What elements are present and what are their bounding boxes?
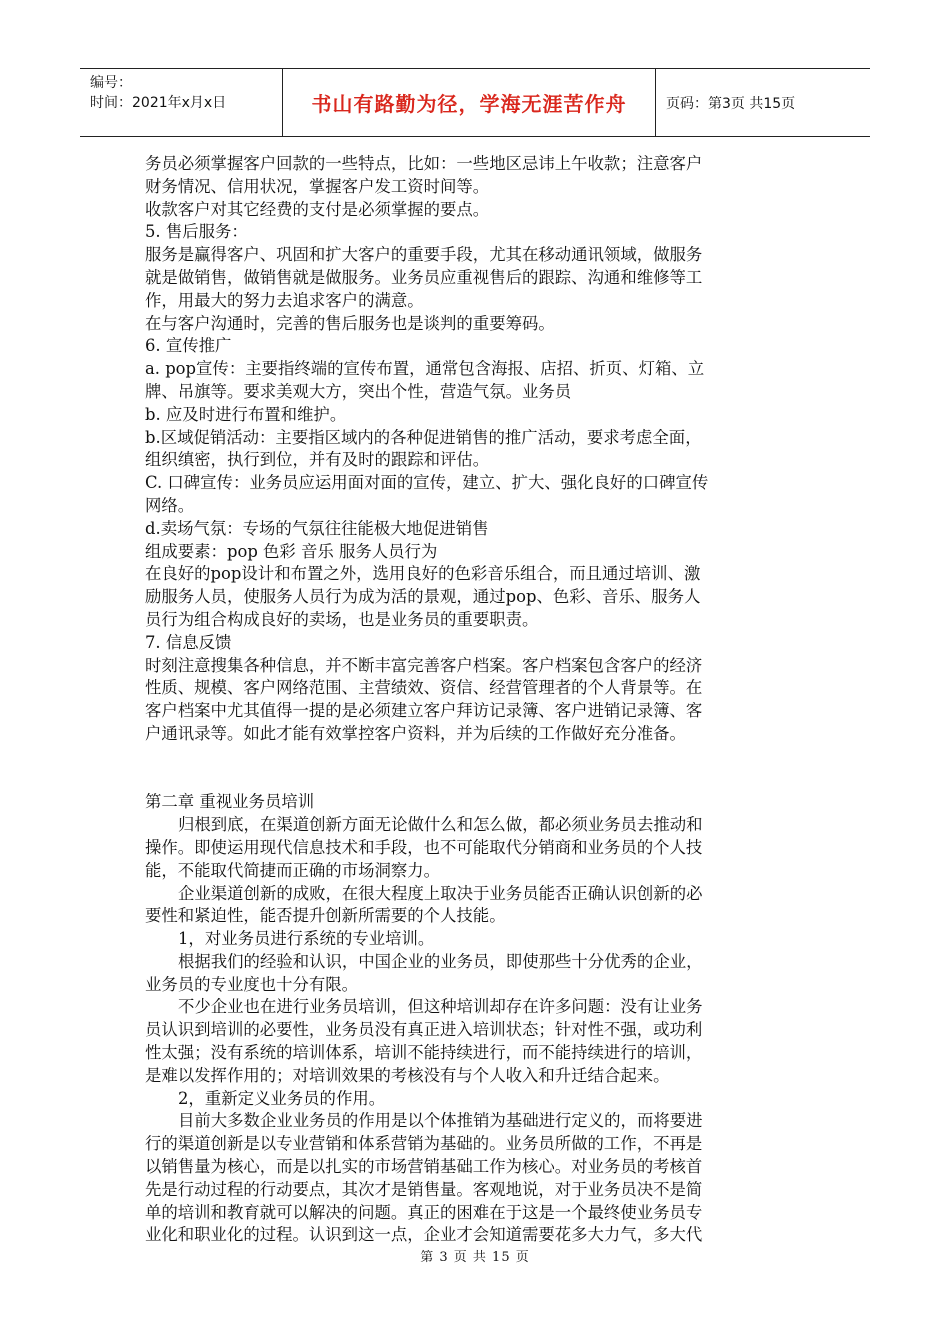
text-line: 性太强；没有系统的培训体系，培训不能持续进行，而不能持续进行的培训， [145,1043,703,1063]
text-line: d.卖场气氛：专场的气氛往往能极大地促进销售 [145,518,489,538]
text-line: 先是行动过程的行动要点，其次才是销售量。客观地说，对于业务员决不是简 [145,1179,703,1199]
header-motto-cell [283,69,656,136]
text-line: 性质、规模、客户网络范围、主营绩效、资信、经营管理者的个人背景等。在 [145,678,703,698]
text-line: 组织缜密，执行到位，并有及时的跟踪和评估。 [145,450,490,470]
text-line: 员行为组合构成良好的卖场，也是业务员的重要职责。 [145,609,539,629]
text-line: 1，对业务员进行系统的专业培训。 [178,929,435,949]
text-line: 不少企业也在进行业务员培训，但这种培训却存在许多问题：没有让业务 [178,997,703,1017]
text-line: 户通讯录等。如此才能有效掌控客户资料，并为后续的工作做好充分准备。 [145,723,686,743]
text-line: 是难以发挥作用的；对培训效果的考核没有与个人收入和升迁结合起来。 [145,1065,670,1085]
text-line: 企业渠道创新的成败，在很大程度上取决于业务员能否正确认识创新的必 [178,883,703,903]
text-line: 务员必须掌握客户回款的一些特点，比如：一些地区忌讳上午收款；注意客户 [145,154,703,173]
text-line: 组成要素：pop 色彩 音乐 服务人员行为 [145,541,438,561]
text-line: 5. 售后服务： [145,222,248,242]
text-line: a. pop宣传：主要指终端的宣传布置，通常包含海报、店招、折页、灯箱、立 [145,359,705,379]
document-number-label: 编号： [90,75,132,91]
text-line: 员认识到培训的必要性，业务员没有真正进入培训状态；针对性不强，或功利 [145,1020,703,1040]
text-line: 以销售量为核心，而是以扎实的市场营销基础工作为核心。对业务员的考核首 [145,1157,703,1177]
text-line: 根据我们的经验和认识，中国企业的业务员，即使那些十分优秀的企业， [178,951,703,971]
document-body [145,153,805,1247]
section-sales-tasks [145,153,805,746]
text-line: 在与客户沟通时，完善的售后服务也是谈判的重要筹码。 [145,313,555,333]
text-line: 收款客户对其它经费的支付是必须掌握的要点。 [145,199,490,219]
text-line: 能，不能取代简捷而正确的市场洞察力。 [145,860,441,880]
text-line: 网络。 [145,495,195,515]
text-line: 归根到底，在渠道创新方面无论做什么和怎么做，都必须业务员去推动和 [178,815,703,835]
text-line: 财务情况、信用状况，掌握客户发工资时间等。 [145,176,490,196]
document-date-label: 时间：2021年x月x日 [90,95,227,111]
text-line: 牌、吊旗等。要求美观大方，突出个性，营造气氛。业务员 [145,381,572,401]
text-line: 6. 宣传推广 [145,336,232,356]
header-page-number: 页码：第3页 共15页 [666,95,796,112]
header-motto: 书山有路勤为径，学海无涯苦作舟 [311,92,627,116]
text-line: 时刻注意搜集各种信息，并不断丰富完善客户档案。客户档案包含客户的经济 [145,655,703,675]
section-training [145,814,805,1247]
text-line: b.区域促销活动：主要指区域内的各种促进销售的推广活动，要求考虑全面， [145,427,702,447]
text-line: 业化和职业化的过程。认识到这一点，企业才会知道需要花多大力气，多大代 [145,1225,703,1245]
text-line: 服务是赢得客户、巩固和扩大客户的重要手段，尤其在移动通讯领域，做服务 [145,245,703,265]
text-line: 就是做销售，做销售就是做服务。业务员应重视售后的跟踪、沟通和维修等工 [145,267,703,287]
text-line: 作，用最大的努力去追求客户的满意。 [145,290,424,310]
paragraph-gap [145,746,805,792]
text-line: 在良好的pop设计和布置之外，选用良好的色彩音乐组合，而且通过培训、激 [145,564,701,584]
text-line: 单的培训和教育就可以解决的问题。真正的困难在于这是一个最终使业务员专 [145,1202,703,1222]
text-line: 业务员的专业度也十分有限。 [145,974,359,994]
text-line: 励服务人员，使服务人员行为成为活的景观，通过pop、色彩、音乐、服务人 [145,587,701,607]
text-line: 客户档案中尤其值得一提的是必须建立客户拜访记录簿、客户进销记录簿、客 [145,701,703,721]
header-page-cell [656,69,870,136]
page-header [80,68,870,137]
text-line: C. 口碑宣传：业务员应运用面对面的宣传，建立、扩大、强化良好的口碑宣传 [145,473,709,493]
text-line: 操作。即使运用现代信息技术和手段，也不可能取代分销商和业务员的个人技 [145,837,703,857]
page-footer: 第 3 页 共 15 页 [420,1250,530,1265]
text-line: 目前大多数企业业务员的作用是以个体推销为基础进行定义的，而将要进 [178,1111,703,1131]
text-line: 要性和紧迫性，能否提升创新所需要的个人技能。 [145,906,506,926]
chapter-title: 第二章 重视业务员培训 [145,792,315,812]
text-line: 行的渠道创新是以专业营销和体系营销为基础的。业务员所做的工作，不再是 [145,1134,703,1154]
text-line: 2，重新定义业务员的作用。 [178,1088,386,1108]
header-meta [80,69,283,136]
text-line: b. 应及时进行布置和维护。 [145,404,347,424]
text-line: 7. 信息反馈 [145,632,232,652]
